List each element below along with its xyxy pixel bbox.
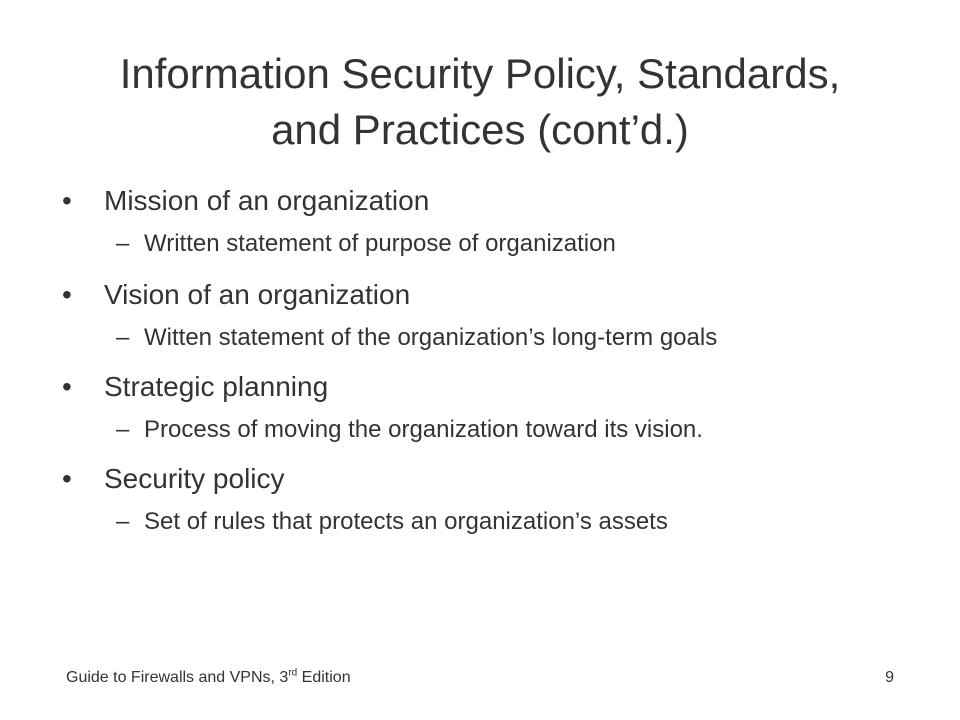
footer-book-title-sup: rd [288, 667, 298, 679]
slide-title-line-2: and Practices (cont’d.) [271, 106, 689, 153]
bullet-text: Mission of an organization [104, 185, 430, 216]
sub-bullet-text: Process of moving the organization toward its vision. [144, 416, 703, 443]
sub-bullet-item [62, 414, 912, 446]
bullet-text: Security policy [104, 463, 285, 494]
footer-book-title-end: Edition [297, 669, 351, 686]
footer-book-title [66, 668, 351, 688]
bullet-dot: • [62, 371, 72, 402]
slide-title-line-1: Information Security Policy, Standards, [119, 50, 841, 97]
sub-bullet-dash: – [116, 508, 130, 535]
slide-title [40, 46, 920, 158]
sub-bullet-dash: – [116, 416, 130, 443]
bullet-text: Vision of an organization [104, 279, 411, 310]
bullet-dot: • [62, 185, 72, 216]
sub-bullet-text: Set of rules that protects an organization’s assets [144, 508, 668, 535]
bullet-item [62, 278, 912, 312]
bullet-text: Strategic planning [104, 371, 329, 402]
bullet-dot: • [62, 279, 72, 310]
sub-bullet-dash: – [116, 230, 130, 257]
sub-bullet-item [62, 228, 912, 260]
sub-bullet-text: Written statement of purpose of organization [144, 230, 616, 257]
bullet-list [62, 184, 912, 538]
bullet-dot: • [62, 463, 72, 494]
sub-bullet-text: Witten statement of the organization’s long-term goals [144, 324, 718, 351]
page-number: 9 [885, 669, 894, 686]
bullet-item [62, 184, 912, 218]
bullet-item [62, 462, 912, 496]
sub-bullet-dash: – [116, 324, 130, 351]
footer-book-title-main: Guide to Firewalls and VPNs, 3 [66, 669, 289, 686]
bullet-item [62, 370, 912, 404]
sub-bullet-item [62, 322, 912, 354]
sub-bullet-item [62, 506, 912, 538]
